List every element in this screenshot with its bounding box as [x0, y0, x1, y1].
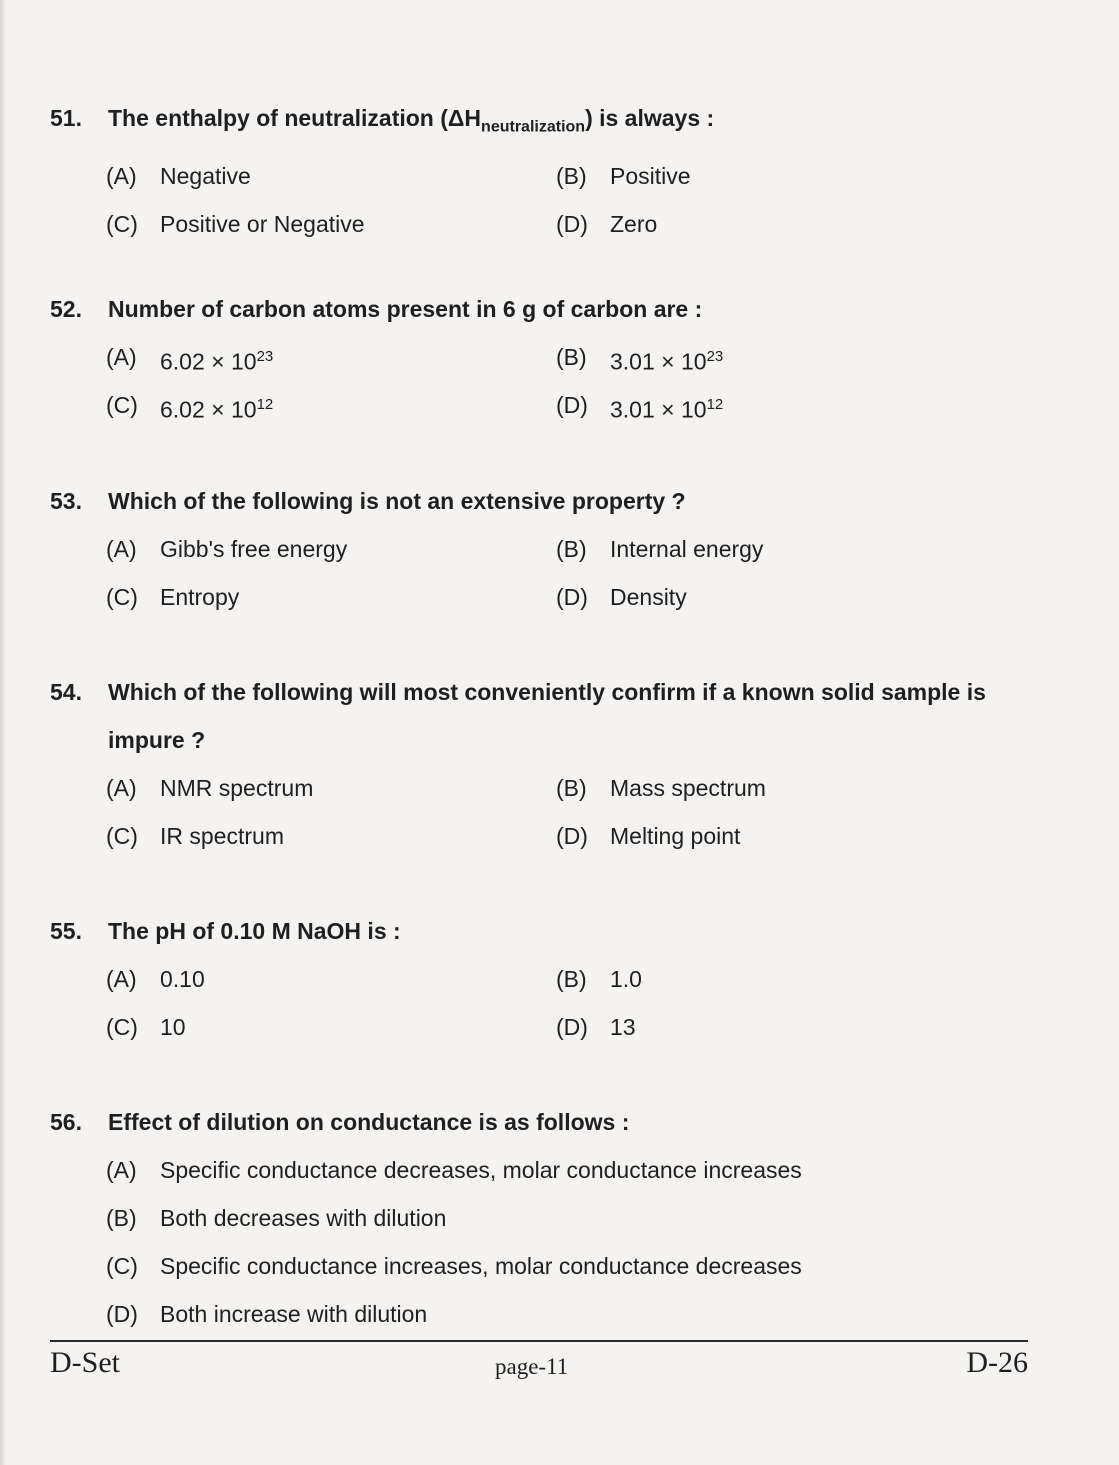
options-grid — [106, 764, 1040, 860]
question-stem — [50, 668, 1040, 764]
question-stem — [50, 94, 1040, 152]
footer-divider — [50, 1340, 1028, 1342]
option-text: Melting point — [610, 823, 741, 849]
option-letter: (D) — [106, 1301, 138, 1327]
option-letter: (B) — [556, 344, 587, 370]
option-c — [106, 200, 556, 248]
question-text: Effect of dilution on conductance is as follows : — [108, 1109, 630, 1135]
option-text: Positive or Negative — [160, 210, 365, 237]
question-text: Number of carbon atoms present in 6 g of carbon are : — [108, 296, 703, 322]
options-grid — [106, 152, 1040, 248]
option-letter: (C) — [106, 1014, 138, 1040]
question-stem — [50, 907, 1040, 955]
option-letter: (B) — [556, 775, 587, 801]
option-text: Both increase with dilution — [160, 1301, 428, 1327]
option-text: $6.02 \times 10^{12}$ — [160, 396, 274, 423]
option-text: Zero — [610, 210, 658, 237]
option-c — [106, 812, 556, 860]
option-a — [106, 525, 556, 573]
question-text: The enthalpy of neutralization $(\Delta H_{neutralization})$ is always : — [108, 105, 715, 136]
options-grid — [106, 955, 1040, 1051]
options-list — [106, 1146, 1040, 1338]
option-letter: (D) — [556, 823, 588, 849]
page-edge-shadow — [0, 0, 6, 1465]
option-text: $3.01 \times 10^{23}$ — [610, 348, 724, 375]
option-letter: (C) — [106, 584, 138, 610]
options-grid — [106, 525, 1040, 621]
option-letter: (B) — [556, 536, 587, 562]
question-number: 55. — [50, 918, 82, 944]
option-text: Specific conductance decreases, molar conductance increases — [160, 1157, 802, 1183]
option-letter: (D) — [556, 584, 588, 610]
option-text: 13 — [610, 1014, 636, 1040]
option-letter: (C) — [106, 1253, 138, 1279]
option-letter: (A) — [106, 536, 137, 562]
option-d — [106, 1290, 1040, 1338]
question-text: Which of the following is not an extensive property ? — [108, 488, 686, 514]
option-b — [556, 525, 1006, 573]
question-text: Which of the following will most conveniently confirm if a known solid sample is impure ? — [108, 679, 986, 753]
option-a — [106, 1146, 1040, 1194]
option-b — [106, 1194, 1040, 1242]
option-letter: (A) — [106, 775, 137, 801]
option-letter: (C) — [106, 210, 138, 237]
option-letter: (A) — [106, 162, 137, 189]
question-stem — [50, 1098, 1040, 1146]
option-text: Mass spectrum — [610, 775, 766, 801]
option-text: Entropy — [160, 584, 240, 610]
question-number: 51. — [50, 105, 82, 131]
option-letter: (B) — [556, 162, 587, 189]
option-text: $3.01 \times 10^{12}$ — [610, 396, 724, 423]
option-letter: (A) — [106, 344, 137, 370]
option-text: Both decreases with dilution — [160, 1205, 447, 1231]
subscript: neutralization — [481, 118, 586, 136]
option-b — [556, 955, 1006, 1003]
option-a — [106, 152, 556, 200]
option-text: Negative — [160, 162, 251, 189]
options-grid — [106, 333, 1040, 429]
question-55 — [50, 907, 1040, 1051]
question-number: 53. — [50, 488, 82, 514]
option-d — [556, 200, 1006, 248]
option-letter: (A) — [106, 966, 137, 992]
option-letter: (B) — [556, 966, 587, 992]
question-number: 54. — [50, 679, 82, 705]
option-b — [556, 333, 1006, 381]
option-d — [556, 381, 1006, 429]
option-text: Density — [610, 584, 687, 610]
option-text: NMR spectrum — [160, 775, 314, 801]
question-54 — [50, 668, 1040, 860]
exponent: 23 — [706, 348, 724, 365]
option-text: Positive — [610, 162, 691, 189]
option-b — [556, 764, 1006, 812]
option-a — [106, 333, 556, 381]
option-a — [106, 764, 556, 812]
exponent: 23 — [256, 348, 274, 365]
page-number: page-11 — [495, 1354, 569, 1379]
exponent: 12 — [706, 396, 724, 413]
question-stem — [50, 285, 1040, 333]
question-stem — [50, 477, 1040, 525]
option-text: Internal energy — [610, 536, 764, 562]
option-letter: (D) — [556, 392, 588, 418]
option-text: 10 — [160, 1014, 186, 1040]
option-letter: (A) — [106, 1157, 137, 1183]
exponent: 12 — [256, 396, 274, 413]
option-letter: (B) — [106, 1205, 137, 1231]
option-d — [556, 573, 1006, 621]
option-text: Gibb's free energy — [160, 536, 348, 562]
option-c — [106, 573, 556, 621]
option-letter: (C) — [106, 823, 138, 849]
set-label: D-Set — [50, 1346, 120, 1379]
option-letter: (D) — [556, 1014, 588, 1040]
question-number: 56. — [50, 1109, 82, 1135]
question-53 — [50, 477, 1040, 621]
option-text: 1.0 — [610, 966, 642, 992]
option-c — [106, 1003, 556, 1051]
option-letter: (D) — [556, 210, 588, 237]
question-text: The pH of 0.10 M NaOH is : — [108, 918, 401, 944]
option-c — [106, 381, 556, 429]
option-b — [556, 152, 1006, 200]
option-d — [556, 1003, 1006, 1051]
option-text: 0.10 — [160, 966, 205, 992]
sheet-code: D-26 — [966, 1346, 1028, 1379]
option-letter: (C) — [106, 392, 138, 418]
question-51 — [50, 94, 1040, 248]
option-d — [556, 812, 1006, 860]
page-footer — [50, 1346, 1028, 1390]
question-56 — [50, 1098, 1040, 1338]
option-a — [106, 955, 556, 1003]
question-number: 52. — [50, 296, 82, 322]
option-c — [106, 1242, 1040, 1290]
option-text: IR spectrum — [160, 823, 284, 849]
question-52 — [50, 285, 1040, 429]
option-text: Specific conductance increases, molar conductance decreases — [160, 1253, 802, 1279]
option-text: $6.02 \times 10^{23}$ — [160, 348, 274, 375]
